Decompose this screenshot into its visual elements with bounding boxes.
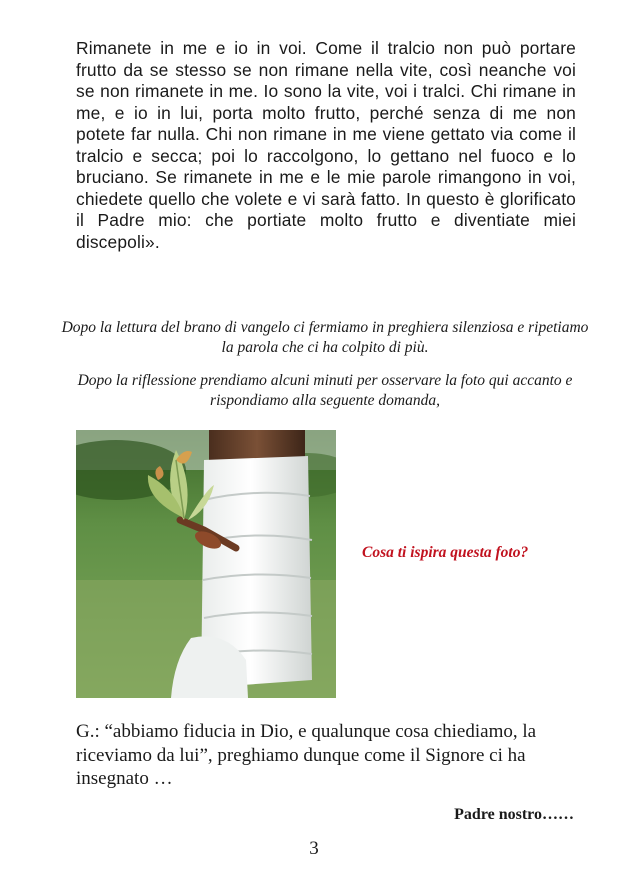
photo-question: Cosa ti ispira questa foto? <box>362 544 529 561</box>
closing-invitation: G.: “abbiamo fiducia in Dio, e qualunque cosa chiediamo, la riceviamo da lui”, preghiamo dunque come il Signore ci ha insegnato … <box>76 721 537 789</box>
instruction-after-reading: Dopo la lettura del brano di vangelo ci fermiamo in preghiera silenziosa e ripetiamo la parola che ci ha colpito di più. <box>61 319 589 356</box>
page-number: 3 <box>309 838 319 859</box>
bandaged-branch-photo <box>76 430 336 698</box>
gospel-passage: Rimanete in me e io in voi. Come il tralcio non può portare frutto da se stesso se non rimane nella vite, così neanche voi se non rimanete in me. Io sono la vite, voi i tralci. Chi rimane in me, e io in lui, porta molto frutto, perché senza di me non potete far nulla. Chi non rimane in me viene gettato via come il tralcio e secca; poi lo raccolgono, lo gettano nel fuoco e lo bruciano. Se rimanete in me e le mie parole rimangono in voi, chiedete quello che volete e vi sarà fatto. In questo è glorificato il Padre mio: che portiate molto frutto e diventiate miei discepoli». <box>76 38 576 252</box>
instruction-after-reflection: Dopo la riflessione prendiamo alcuni minuti per osservare la foto qui accanto e rispondiamo alla seguente domanda, <box>77 372 573 409</box>
prayer-label: Padre nostro…… <box>454 806 574 823</box>
